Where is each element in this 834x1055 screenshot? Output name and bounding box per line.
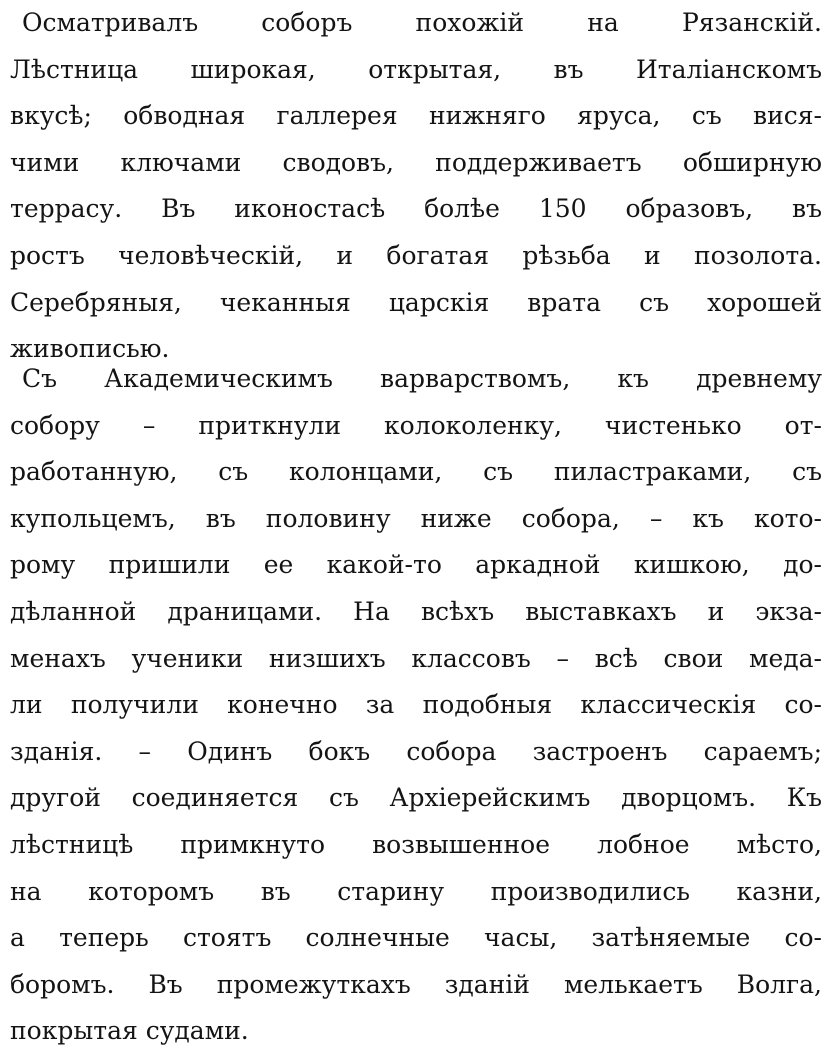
text-line: вкусѣ; обводная галлерея нижняго яруса, съ вися-	[10, 101, 822, 131]
text-line: купольцемъ, въ половину ниже собора, – къ кото-	[10, 503, 822, 533]
text-line: покрытая судами.	[10, 1016, 249, 1046]
text-line: чими ключами сводовъ, поддерживаетъ обширную	[10, 147, 822, 177]
text-line: собору – приткнули колоколенку, чистенько от-	[10, 410, 822, 440]
text-line: работанную, съ колонцами, съ пиластраками, съ	[10, 457, 822, 487]
text-line: ли получили конечно за подобныя классическія со-	[10, 690, 822, 720]
text-line: менахъ ученики низшихъ классовъ – всѣ свои меда-	[10, 643, 822, 673]
text-line: дѣланной драницами. На всѣхъ выставкахъ и экза-	[10, 596, 822, 626]
text-line: боромъ. Въ промежуткахъ зданій мелькаетъ Волга,	[10, 969, 822, 999]
text-line: лѣстницѣ примкнуто возвышенное лобное мѣсто,	[10, 829, 822, 859]
paragraph-2	[10, 356, 822, 1055]
text-line: террасу. Въ иконостасѣ болѣе 150 образовъ, въ	[10, 194, 822, 224]
paragraph-1	[10, 0, 822, 373]
text-line: Лѣстница широкая, открытая, въ Италіанскомъ	[10, 54, 822, 84]
text-line: рому пришили ее какой-то аркадной кишкою, до-	[10, 550, 822, 580]
text-line: ростъ человѣческій, и богатая рѣзьба и позолота.	[10, 240, 822, 270]
text-line: Осматривалъ соборъ похожій на Рязанскій.	[22, 8, 822, 37]
text-line: а теперь стоятъ солнечные часы, затѣняемые со-	[10, 923, 822, 953]
text-line: зданія. – Одинъ бокъ собора застроенъ сараемъ;	[10, 736, 822, 766]
document-page	[10, 0, 830, 1046]
text-line: Съ Академическимъ варварствомъ, къ древнему	[22, 364, 822, 393]
text-line: живописью.	[10, 334, 170, 364]
text-line: Серебряныя, чеканныя царскія врата съ хорошей	[10, 287, 822, 317]
text-line: другой соединяется съ Архіерейскимъ дворцомъ. Къ	[10, 783, 822, 813]
text-line: на которомъ въ старину производились казни,	[10, 876, 822, 906]
